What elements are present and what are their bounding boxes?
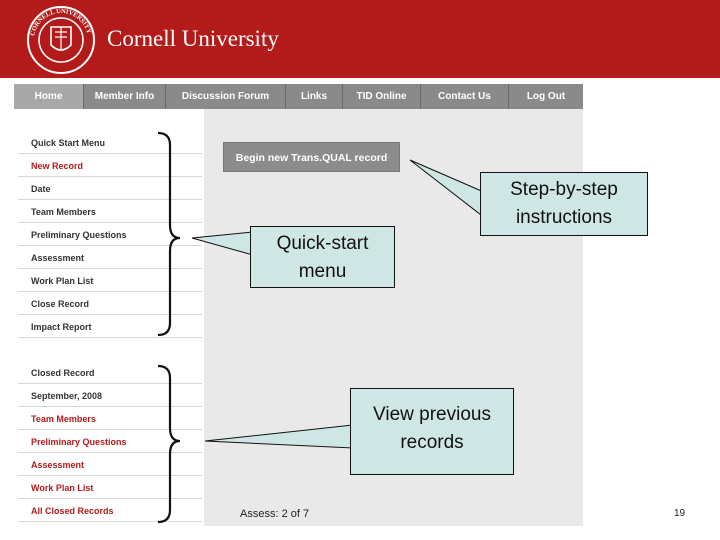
sidebar-item-impact-report[interactable]: Impact Report <box>18 316 202 338</box>
begin-record-button[interactable]: Begin new Trans.QUAL record <box>223 142 400 172</box>
sidebar-item-close-record[interactable]: Close Record <box>18 293 202 315</box>
sidebar-item-assessment[interactable]: Assessment <box>18 247 202 269</box>
callout-step-by-step <box>480 172 648 236</box>
sidebar-item-closed-assessment[interactable]: Assessment <box>18 454 202 476</box>
callout-quick-start <box>250 226 395 288</box>
sidebar-header-closed-record: Closed Record <box>18 362 202 384</box>
callout-step-line2: instructions <box>515 207 613 228</box>
pointer-quick-start <box>192 232 253 255</box>
brace-closed-records <box>158 366 180 522</box>
callout-view-line2: records <box>400 432 464 453</box>
callout-quick-start-line2: menu <box>298 261 347 282</box>
assessment-progress-text: Assess: 2 of 7 <box>240 508 310 520</box>
callout-quick-start-line1: Quick-start <box>276 233 369 254</box>
callout-view-line1: View previous <box>373 404 491 425</box>
brace-quick-start <box>158 133 180 335</box>
sidebar-item-team-members[interactable]: Team Members <box>18 201 202 223</box>
nav-log-out[interactable]: Log Out <box>526 91 566 102</box>
pointer-view-records <box>205 425 353 448</box>
sidebar-item-new-record[interactable]: New Record <box>18 155 202 177</box>
sidebar-item-date[interactable]: Date <box>18 178 202 200</box>
sidebar-header-quick-start: Quick Start Menu <box>18 132 202 154</box>
nav-discussion-forum[interactable]: Discussion Forum <box>166 84 286 109</box>
page-number: 19 <box>674 508 686 519</box>
sidebar-item-preliminary-questions[interactable]: Preliminary Questions <box>18 224 202 246</box>
nav-contact-us[interactable]: Contact Us <box>421 84 509 109</box>
nav-home[interactable]: Home <box>14 84 84 109</box>
sidebar-item-closed-team-members[interactable]: Team Members <box>18 408 202 430</box>
sidebar-item-all-closed-records[interactable]: All Closed Records <box>18 500 202 522</box>
callout-step-line1: Step-by-step <box>510 179 618 200</box>
sidebar-item-work-plan-list[interactable]: Work Plan List <box>18 270 202 292</box>
callout-view-records <box>350 388 514 475</box>
nav-tid-online[interactable]: TID Online <box>343 84 421 109</box>
nav-member-info[interactable]: Member Info <box>84 84 166 109</box>
brand-wordmark: Cornell University <box>107 26 279 51</box>
nav-links[interactable]: Links <box>286 84 343 109</box>
sidebar-item-closed-work-plan-list[interactable]: Work Plan List <box>18 477 202 499</box>
svg-text:CORNELL UNIVERSITY: CORNELL UNIVERSITY <box>29 7 93 37</box>
sidebar-item-record-date[interactable]: September, 2008 <box>18 385 202 407</box>
sidebar-item-closed-preliminary-questions[interactable]: Preliminary Questions <box>18 431 202 453</box>
